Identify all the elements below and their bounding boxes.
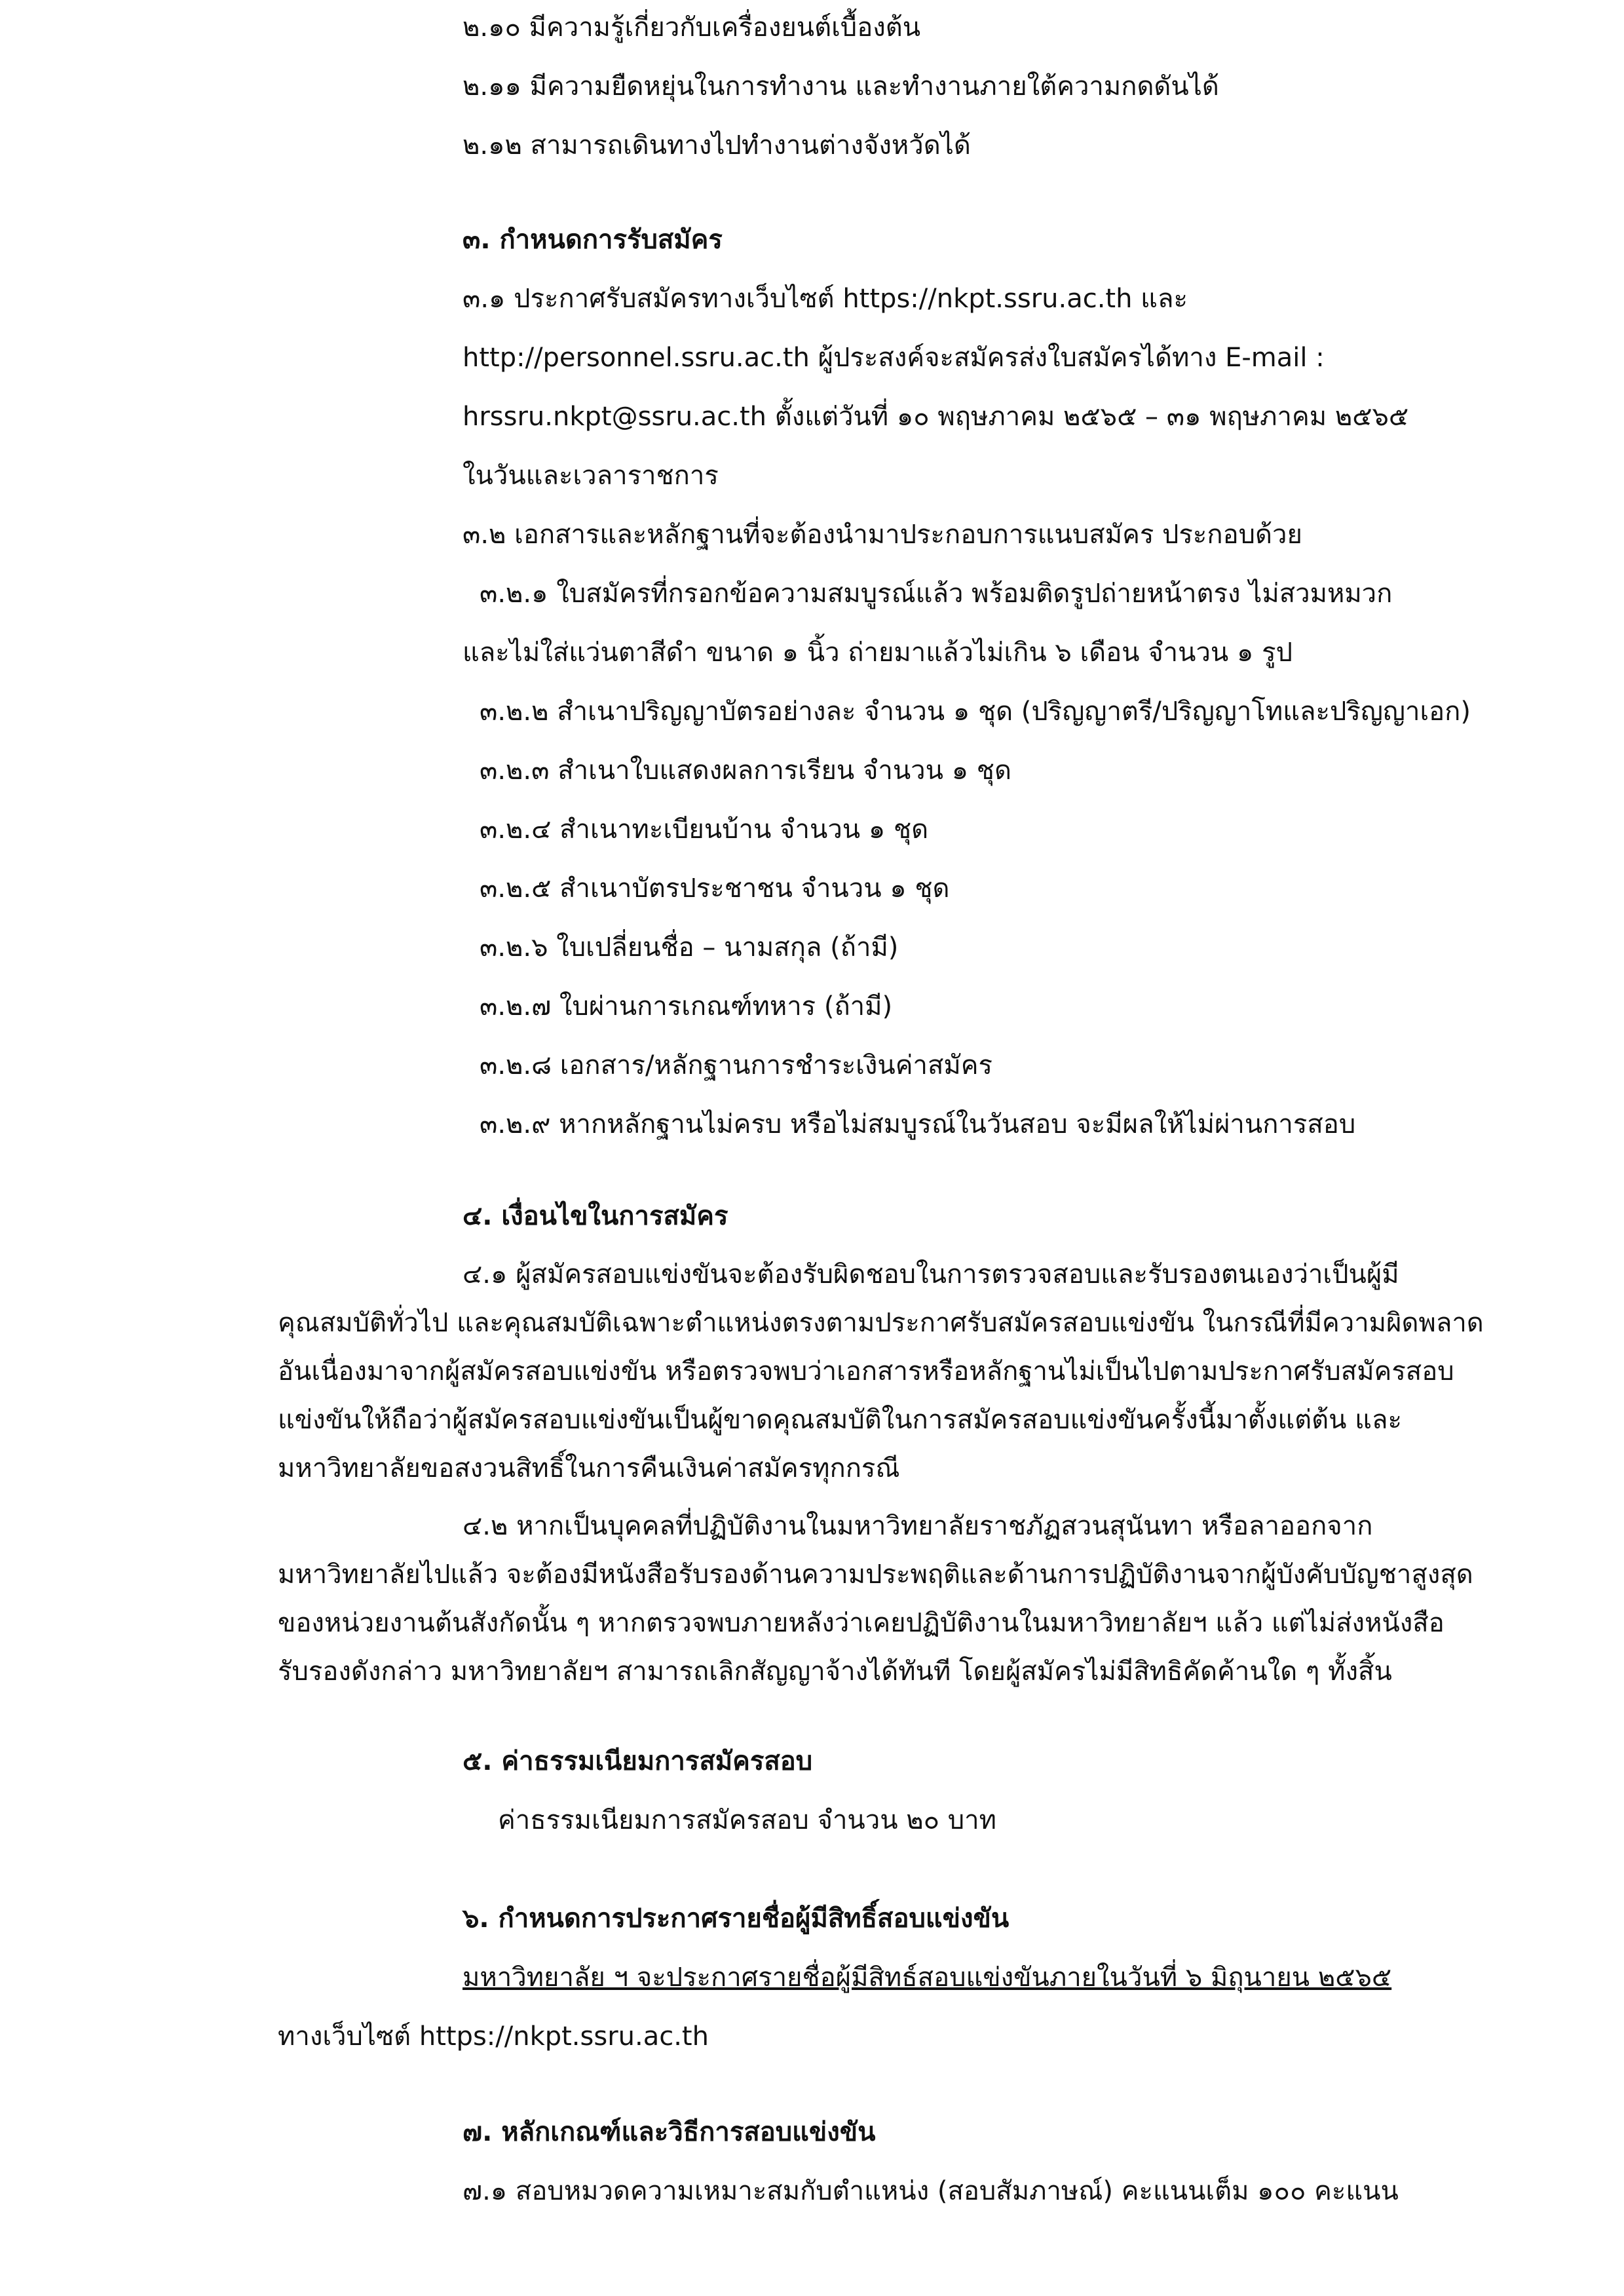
paragraph-4-1-line: แข่งขันให้ถือว่าผู้สมัครสอบแข่งขันเป็นผู้ขาดคุณสมบัติในการสมัครสอบแข่งขันครั้งนี้มาตั้งแต่ต้น และ [278,1405,1402,1435]
paragraph-4-1 [278,1250,1484,1493]
announcement-website: ทางเว็บไซต์ https://nkpt.ssru.ac.th [278,2021,709,2052]
paragraph-4-1-line: มหาวิทยาลัยขอสงวนสิทธิ์ในการคืนเงินค่าสมัครทุกกรณี [278,1453,900,1483]
paragraph-4-2-line: มหาวิทยาลัยไปแล้ว จะต้องมีหนังสือรับรองด้านความประพฤติและด้านการปฏิบัติงานจากผู้บังคับบัญชาสูงสุด [278,1559,1473,1590]
paragraph-4-1-line: ๔.๑ ผู้สมัครสอบแข่งขันจะต้องรับผิดชอบในการตรวจสอบและรับรองตนเองว่าเป็นผู้มี [463,1259,1399,1290]
item-3-1-line-2: http://personnel.ssru.ac.th ผู้ประสงค์จะสมัครส่งใบสมัครได้ทาง E-mail : [463,343,1325,373]
section-7-heading: ๗. หลักเกณฑ์และวิธีการสอบแข่งขัน [463,2117,876,2147]
item-2-12: ๒.๑๒ สามารถเดินทางไปทำงานต่างจังหวัดได้ [463,130,971,161]
item-3-1-line-1: ๓.๑ ประกาศรับสมัครทางเว็บไซต์ https://nkpt.ssru.ac.th และ [463,284,1188,314]
paragraph-4-2-line: รับรองดังกล่าว มหาวิทยาลัยฯ สามารถเลิกสัญญาจ้างได้ทันที โดยผู้สมัครไม่มีสิทธิคัดค้านใด ๆ ทั้งสิ้น [278,1656,1392,1687]
section-6-heading: ๖. กำหนดการประกาศรายชื่อผู้มีสิทธิ์สอบแข่งขัน [463,1904,1010,1934]
paragraph-4-2-line: ๔.๒ หากเป็นบุคคลที่ปฏิบัติงานในมหาวิทยาลัยราชภัฏสวนสุนันทา หรือลาออกจาก [463,1511,1373,1541]
item-2-10: ๒.๑๐ มีความรู้เกี่ยวกับเครื่องยนต์เบื้องต้น [463,12,921,43]
item-3-2-2: ๓.๒.๒ สำเนาปริญญาบัตรอย่างละ จำนวน ๑ ชุด (ปริญญาตรี/ปริญญาโทและปริญญาเอก) [480,697,1471,727]
item-3-2-7: ๓.๒.๗ ใบผ่านการเกณฑ์ทหาร (ถ้ามี) [480,991,893,1022]
section-3-heading: ๓. กำหนดการรับสมัคร [463,225,723,255]
item-3-2: ๓.๒ เอกสารและหลักฐานที่จะต้องนำมาประกอบการแนบสมัคร ประกอบด้วย [463,520,1302,550]
item-3-2-1-line-2: และไม่ใส่แว่นตาสีดำ ขนาด ๑ นิ้ว ถ่ายมาแล้วไม่เกิน ๖ เดือน จำนวน ๑ รูป [463,638,1293,668]
announcement-date: มหาวิทยาลัย ฯ จะประกาศรายชื่อผู้มีสิทธ์สอบแข่งขันภายในวันที่ ๖ มิถุนายน ๒๕๖๕ [463,1962,1392,1993]
item-3-2-4: ๓.๒.๔ สำเนาทะเบียนบ้าน จำนวน ๑ ชุด [480,814,929,845]
item-3-2-3: ๓.๒.๓ สำเนาใบแสดงผลการเรียน จำนวน ๑ ชุด [480,756,1011,786]
paragraph-4-2-line: ของหน่วยงานต้นสังกัดนั้น ๆ หากตรวจพบภายหลังว่าเคยปฏิบัติงานในมหาวิทยาลัยฯ แล้ว แต่ไม่ส่งหนังสือ [278,1608,1445,1638]
section-4-heading: ๔. เงื่อนไขในการสมัคร [463,1201,728,1231]
item-3-2-6: ๓.๒.๖ ใบเปลี่ยนชื่อ – นามสกุล (ถ้ามี) [480,932,899,963]
item-7-1: ๗.๑ สอบหมวดความเหมาะสมกับตำแหน่ง (สอบสัมภาษณ์) คะแนนเต็ม ๑๐๐ คะแนน [463,2176,1399,2206]
item-3-1-line-4: ในวันและเวลาราชการ [463,461,719,491]
item-3-2-9: ๓.๒.๙ หากหลักฐานไม่ครบ หรือไม่สมบูรณ์ในวันสอบ จะมีผลให้ไม่ผ่านการสอบ [480,1109,1356,1139]
item-3-2-1-line-1: ๓.๒.๑ ใบสมัครที่กรอกข้อความสมบูรณ์แล้ว พร้อมติดรูปถ่ายหน้าตรง ไม่สวมหมวก [480,579,1393,609]
item-3-2-5: ๓.๒.๕ สำเนาบัตรประชาชน จำนวน ๑ ชุด [480,873,950,904]
fee-text: ค่าธรรมเนียมการสมัครสอบ จำนวน ๒๐ บาท [498,1805,996,1835]
item-3-2-8: ๓.๒.๘ เอกสาร/หลักฐานการชำระเงินค่าสมัคร [480,1050,992,1081]
item-3-1-line-3: hrssru.nkpt@ssru.ac.th ตั้งแต่วันที่ ๑๐ พฤษภาคม ๒๕๖๕ – ๓๑ พฤษภาคม ๒๕๖๕ [463,402,1409,432]
paragraph-4-2 [278,1502,1473,1696]
paragraph-4-1-line: คุณสมบัติทั่วไป และคุณสมบัติเฉพาะตำแหน่งตรงตามประกาศรับสมัครสอบแข่งขัน ในกรณีที่มีความผิดพลาด [278,1308,1484,1338]
item-2-11: ๒.๑๑ มีความยืดหยุ่นในการทำงาน และทำงานภายใต้ความกดดันได้ [463,71,1219,102]
section-5-heading: ๕. ค่าธรรมเนียมการสมัครสอบ [463,1746,813,1776]
paragraph-4-1-line: อันเนื่องมาจากผู้สมัครสอบแข่งขัน หรือตรวจพบว่าเอกสารหรือหลักฐานไม่เป็นไปตามประกาศรับสมัครสอบ [278,1356,1454,1387]
